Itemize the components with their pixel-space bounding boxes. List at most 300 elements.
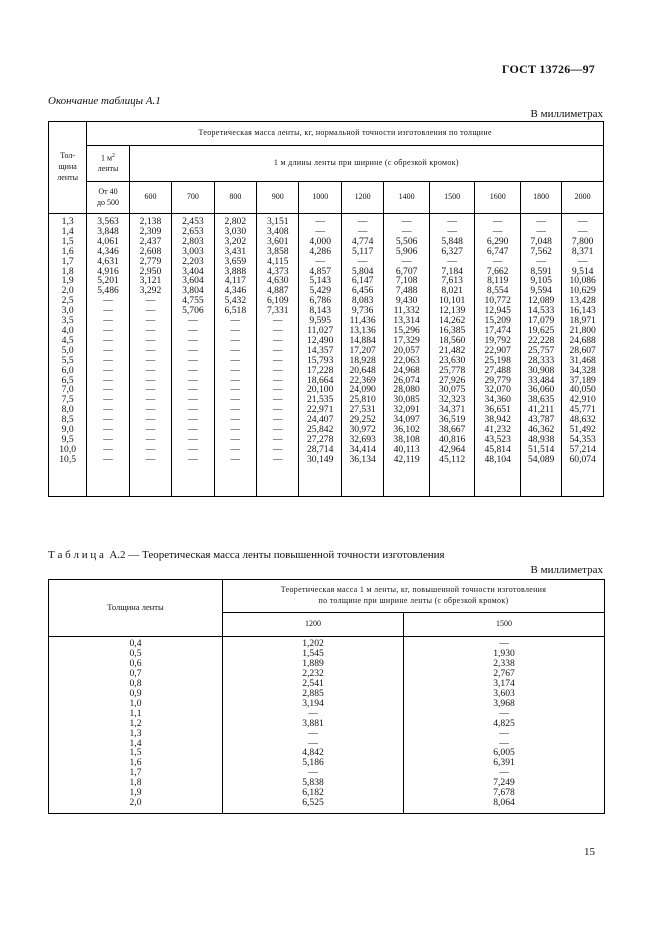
table-cell: —	[401, 216, 412, 227]
table-cell: —	[447, 225, 457, 237]
table-cell: 1,2	[129, 717, 142, 729]
table-cell: —	[103, 354, 113, 366]
table-cell: 29,779	[484, 374, 511, 386]
table-cell: 4,631	[97, 255, 119, 267]
table-cell: 28,607	[569, 344, 596, 356]
page-number: 15	[584, 846, 595, 858]
table-cell: 25,842	[307, 424, 334, 436]
table-cell: 54,353	[569, 433, 596, 445]
table-cell: 7,488	[395, 285, 418, 297]
table-cell: 9,5	[61, 433, 74, 445]
table-cell: —	[536, 225, 546, 237]
table-cell: 1,8	[129, 777, 142, 789]
table-cell: 5,186	[302, 757, 324, 769]
table-cell: 6,109	[266, 295, 289, 307]
mass-column	[429, 214, 475, 497]
table-cell: 30,908	[527, 364, 555, 376]
table-cell: 18,971	[569, 315, 596, 327]
table-cell: 36,134	[349, 453, 376, 465]
table-cell: 1,3	[129, 727, 142, 739]
table-cell: —	[230, 344, 241, 356]
table-cell: 25,198	[484, 354, 511, 366]
table-cell: —	[536, 216, 546, 227]
width-header: 2000	[562, 182, 604, 214]
table-cell: 45,112	[439, 453, 466, 465]
table-cell: —	[145, 414, 156, 426]
table-cell: —	[272, 443, 283, 455]
table-cell: —	[188, 384, 198, 396]
table-cell: 4,755	[182, 295, 204, 307]
table-cell: —	[188, 443, 198, 455]
table-cell: —	[230, 404, 241, 416]
table-cell: 40,050	[569, 384, 596, 396]
table-cell: 11,436	[349, 315, 376, 327]
table-cell: 7,108	[395, 275, 418, 287]
table-cell: —	[188, 374, 198, 386]
document-standard-header: ГОСТ 13726—97	[501, 62, 595, 76]
table-cell: 20,648	[349, 364, 376, 376]
width-header: 1400	[384, 182, 430, 214]
table-cell: 8,083	[351, 295, 374, 307]
table-cell: —	[447, 255, 457, 267]
table-cell: 2,309	[139, 225, 162, 237]
table-cell: 1,889	[302, 657, 324, 669]
table-cell: 1,6	[61, 245, 74, 257]
table-cell: 36,060	[527, 384, 555, 396]
table-cell: 2,779	[139, 255, 162, 267]
table-cell: —	[492, 225, 503, 237]
table-cell: 8,143	[309, 305, 331, 317]
table-cell: 32,091	[393, 404, 420, 416]
table-cell: —	[315, 255, 325, 267]
table-cell: —	[188, 424, 198, 436]
mass-column	[172, 214, 214, 497]
table-cell: 3,888	[224, 265, 247, 277]
table-cell: 9,594	[530, 285, 552, 297]
table-cell: 20,057	[393, 344, 420, 356]
table1-unit: В миллиметрах	[530, 108, 603, 120]
table-cell: 0,9	[129, 687, 142, 699]
table-cell: 2,541	[302, 677, 324, 689]
table-cell: —	[103, 315, 113, 327]
mass-header: Теоретическая масса ленты, кг, нормальной точности изготовления по толщине	[87, 122, 604, 146]
table-cell: 4,825	[493, 717, 515, 729]
table-cell: 7,249	[493, 777, 515, 789]
table-cell: —	[230, 364, 241, 376]
table-cell: 7,5	[61, 394, 74, 406]
table-cell: 11,332	[393, 305, 420, 317]
table-cell: 2,767	[493, 667, 515, 679]
table-cell: 3,194	[302, 697, 324, 709]
table-cell: 40,816	[438, 433, 466, 445]
table-cell: 7,0	[61, 384, 74, 396]
table-cell: 32,693	[349, 433, 376, 445]
table-cell: 27,488	[484, 364, 511, 376]
table-cell: —	[230, 394, 241, 406]
table-cell: 7,184	[441, 265, 463, 277]
width-header: 700	[172, 182, 214, 214]
table-cell: 8,554	[486, 285, 509, 297]
table-cell: 3,003	[182, 245, 204, 257]
table-cell: —	[357, 255, 368, 267]
width-header: 800	[214, 182, 256, 214]
table-cell: 5,201	[97, 275, 119, 287]
table-cell: —	[272, 344, 283, 356]
table-cell: —	[103, 374, 113, 386]
table-cell: 4,630	[266, 275, 289, 287]
table-cell: 6,786	[309, 295, 331, 307]
table-cell: 22,971	[307, 404, 334, 416]
table-cell: 30,972	[349, 424, 376, 436]
table-cell: —	[272, 384, 283, 396]
table-cell: 28,080	[393, 384, 420, 396]
table-cell: 17,079	[527, 315, 555, 327]
table-cell: 12,139	[438, 305, 466, 317]
table-cell: 3,858	[266, 245, 289, 257]
table-cell: 12,945	[484, 305, 511, 317]
table-cell: 9,595	[309, 315, 331, 327]
table-cell: 3,968	[493, 697, 515, 709]
table-cell: 10,0	[59, 443, 77, 455]
table-cell: —	[272, 315, 283, 327]
table-cell: 34,360	[484, 394, 511, 406]
table-cell: —	[103, 394, 113, 406]
table-cell: 13,428	[569, 295, 596, 307]
table-cell: 1,6	[129, 757, 142, 769]
table-cell: 19,625	[527, 324, 555, 336]
table-cell: —	[315, 216, 325, 227]
table-cell: 25,778	[438, 364, 466, 376]
table-cell: —	[145, 374, 156, 386]
table2-1200-column	[223, 637, 404, 814]
table-cell: 1,930	[493, 647, 515, 659]
table-cell: 3,174	[493, 677, 515, 689]
table-cell: —	[492, 216, 503, 227]
table-cell: 5,432	[224, 295, 247, 307]
table-cell: —	[188, 315, 198, 327]
table-cell: —	[272, 414, 283, 426]
table-cell: 36,651	[484, 404, 511, 416]
table-cell: —	[145, 364, 156, 376]
table2-1500-column	[404, 637, 605, 814]
table-cell: —	[272, 324, 283, 336]
table-cell: 5,117	[352, 245, 374, 257]
table-cell: —	[230, 374, 241, 386]
table-cell: 41,211	[528, 404, 555, 416]
table-cell: —	[103, 305, 113, 317]
table-cell: —	[577, 225, 588, 237]
table-cell: 2,338	[493, 657, 515, 669]
table-cell: 45,771	[569, 404, 596, 416]
table-cell: 4,887	[266, 285, 289, 297]
table-cell: 36,519	[438, 414, 466, 426]
table-cell: 1,7	[61, 255, 74, 267]
table-cell: 33,484	[527, 374, 555, 386]
table-cell: 17,474	[484, 324, 511, 336]
table-cell: 2,232	[302, 667, 324, 679]
table-cell: 18,560	[438, 334, 466, 346]
table-cell: 1,5	[61, 235, 74, 247]
table-cell: —	[145, 424, 156, 436]
mass-column	[520, 214, 561, 497]
mass-column	[129, 214, 171, 497]
table-cell: 32,070	[484, 384, 511, 396]
table-cell: 51,492	[569, 424, 596, 436]
table-cell: 19,792	[484, 334, 511, 346]
table-cell: 17,228	[307, 364, 334, 376]
table-cell: 42,119	[393, 453, 420, 465]
table-cell: 30,085	[393, 394, 420, 406]
table-cell: 8,371	[571, 245, 594, 257]
table-cell: 5,706	[182, 305, 204, 317]
table-cell: 18,928	[349, 354, 376, 366]
table-cell: 7,562	[530, 245, 552, 257]
table-cell: —	[536, 255, 546, 267]
mass-column	[257, 214, 299, 497]
table1	[48, 121, 604, 497]
t2-width-header: 1200	[223, 613, 404, 637]
table-cell: 10,5	[59, 453, 77, 465]
table-cell: 3,0	[61, 305, 74, 317]
table-cell: 3,603	[493, 687, 515, 699]
table-cell: 6,290	[486, 235, 509, 247]
table-cell: 4,857	[309, 265, 331, 277]
table-cell: —	[188, 414, 198, 426]
table-cell: —	[447, 216, 457, 227]
table-cell: 14,357	[307, 344, 334, 356]
table-cell: 8,021	[441, 285, 463, 297]
table-cell: 57,214	[569, 443, 596, 455]
table-cell: 6,182	[302, 787, 324, 799]
table-cell: 5,143	[309, 275, 331, 287]
table-cell: 2,138	[139, 216, 162, 227]
table-cell: 3,881	[302, 717, 324, 729]
table-cell: 0,6	[129, 657, 142, 669]
table-cell: 6,456	[351, 285, 374, 297]
table-cell: 6,005	[493, 747, 515, 759]
table-cell: 12,490	[307, 334, 334, 346]
table-cell: 2,0	[129, 797, 142, 809]
table2-unit: В миллиметрах	[530, 564, 603, 576]
table-cell: 14,884	[349, 334, 376, 346]
table-cell: 4,373	[266, 265, 289, 277]
table2-caption: Т а б л и ц а А.2 — Теоретическая масса ленты повышенной точности изготовления	[48, 549, 445, 561]
table-cell: —	[499, 737, 509, 749]
table-cell: —	[272, 453, 283, 465]
table-cell: 24,968	[393, 364, 420, 376]
table-cell: 1,545	[302, 647, 324, 659]
table-cell: —	[230, 324, 241, 336]
table-cell: 25,757	[527, 344, 555, 356]
table-cell: —	[103, 364, 113, 376]
table-cell: 3,848	[97, 225, 119, 237]
table-cell: 16,143	[569, 305, 596, 317]
per-length-header: 1 м длины ленты при ширине (с обрезкой кромок)	[129, 146, 603, 182]
table-cell: —	[103, 324, 113, 336]
mass-column	[475, 214, 521, 497]
table-cell: 34,328	[569, 364, 596, 376]
table-cell: 2,453	[182, 216, 204, 227]
table-cell: —	[499, 707, 509, 719]
table-cell: 43,523	[484, 433, 511, 445]
table-cell: 31,468	[569, 354, 596, 366]
table-cell: 17,207	[349, 344, 376, 356]
table-cell: 4,5	[61, 334, 74, 346]
table-cell: 6,518	[224, 305, 247, 317]
table1-caption: Окончание таблицы А.1	[48, 95, 161, 107]
table-cell: 22,228	[527, 334, 555, 346]
table-cell: 7,613	[441, 275, 463, 287]
table-cell: 2,608	[139, 245, 162, 257]
table-cell: 20,100	[307, 384, 334, 396]
table-cell: —	[230, 424, 241, 436]
t2-thickness-header: Толщина ленты	[49, 580, 223, 637]
table-cell: 4,286	[309, 245, 331, 257]
table-cell: 11,027	[307, 324, 334, 336]
table-cell: 10,101	[438, 295, 466, 307]
table-cell: 2,203	[182, 255, 204, 267]
table-cell: 8,119	[487, 275, 509, 287]
width-header: 1000	[299, 182, 341, 214]
table-cell: —	[357, 216, 368, 227]
table-cell: 3,292	[139, 285, 162, 297]
table-cell: —	[272, 394, 283, 406]
thickness-header: Тол- щина ленты	[49, 122, 87, 214]
table-cell: 29,252	[349, 414, 376, 426]
table-cell: 3,408	[266, 225, 289, 237]
table-cell: 8,5	[61, 414, 74, 426]
table-cell: 40,113	[393, 443, 420, 455]
table-cell: 2,437	[139, 235, 162, 247]
table-cell: —	[272, 354, 283, 366]
table-cell: —	[499, 767, 509, 779]
table-cell: 1,9	[129, 787, 142, 799]
table-cell: 0,8	[129, 677, 142, 689]
table-cell: 5,848	[441, 235, 463, 247]
table-cell: 0,7	[129, 667, 142, 679]
table-cell: 5,506	[395, 235, 418, 247]
table-cell: 1,7	[129, 767, 142, 779]
table-cell: 16,385	[438, 324, 466, 336]
width-header: 900	[257, 182, 299, 214]
table-cell: —	[188, 433, 198, 445]
table-cell: 2,0	[61, 285, 74, 297]
table-cell: —	[103, 433, 113, 445]
table-cell: 9,514	[571, 265, 594, 277]
table-cell: —	[401, 255, 412, 267]
table-cell: 26,074	[393, 374, 420, 386]
table-cell: 3,404	[182, 265, 204, 277]
table-cell: 5,906	[395, 245, 418, 257]
table-cell: 1,3	[61, 216, 74, 227]
table-cell: —	[188, 324, 198, 336]
mass-column	[562, 214, 604, 497]
table-cell: —	[230, 354, 241, 366]
table-cell: 4,115	[267, 255, 289, 267]
table-cell: 2,950	[139, 265, 162, 277]
table-cell: 42,964	[438, 443, 466, 455]
table-cell: 10,772	[484, 295, 511, 307]
table-cell: 3,659	[224, 255, 247, 267]
table-cell: —	[145, 404, 156, 416]
table-cell: 6,525	[302, 797, 324, 809]
table-cell: —	[272, 433, 283, 445]
table-cell: 51,514	[527, 443, 555, 455]
table-cell: —	[103, 295, 113, 307]
width-header: 1800	[520, 182, 561, 214]
table-cell: —	[188, 404, 198, 416]
table-cell: 22,369	[349, 374, 376, 386]
table-cell: 7,331	[266, 305, 289, 317]
table-cell: 3,151	[266, 216, 289, 227]
table-cell: 27,926	[438, 374, 466, 386]
table-cell: 6,747	[486, 245, 509, 257]
table-cell: 0,4	[129, 638, 142, 649]
table-cell: 43,787	[527, 414, 555, 426]
table-cell: 6,0	[61, 364, 74, 376]
table-cell: —	[308, 737, 318, 749]
table-cell: 6,147	[351, 275, 374, 287]
table-cell: 38,942	[484, 414, 511, 426]
table-cell: —	[188, 344, 198, 356]
table-cell: —	[188, 364, 198, 376]
table-cell: 54,089	[527, 453, 555, 465]
table-cell: 4,916	[97, 265, 119, 277]
table-cell: 2,653	[182, 225, 204, 237]
table-cell: 4,346	[224, 285, 247, 297]
table-cell: 1,202	[302, 638, 324, 649]
thickness-column	[49, 214, 87, 497]
table-cell: 24,090	[349, 384, 376, 396]
table-cell: 3,804	[182, 285, 204, 297]
table-cell: 27,278	[307, 433, 334, 445]
table-cell: —	[272, 374, 283, 386]
table-cell: 8,064	[493, 797, 515, 809]
table-cell: —	[188, 394, 198, 406]
table-cell: 13,136	[349, 324, 376, 336]
table-cell: —	[145, 394, 156, 406]
per-m2-header: 1 $м^2$ ленты	[87, 146, 129, 182]
table-cell: 6,707	[395, 265, 418, 277]
table-cell: 1,0	[129, 697, 142, 709]
table-cell: —	[577, 255, 588, 267]
table-cell: —	[272, 364, 283, 376]
table-cell: 46,362	[527, 424, 555, 436]
table-cell: 4,000	[309, 235, 331, 247]
width-header: 1200	[341, 182, 383, 214]
table-cell: 22,063	[393, 354, 420, 366]
table-cell: 34,414	[349, 443, 376, 455]
table-cell: 3,563	[97, 216, 119, 227]
table-cell: 24,407	[307, 414, 334, 426]
table-cell: 1,4	[129, 737, 142, 749]
table-cell: 17,329	[393, 334, 420, 346]
table-cell: —	[145, 344, 156, 356]
table-cell: 10,086	[569, 275, 596, 287]
table-cell: 8,591	[530, 265, 552, 277]
table-cell: —	[308, 727, 318, 739]
table-cell: 5,429	[309, 285, 331, 297]
table-cell: 21,800	[569, 324, 596, 336]
table-cell: —	[188, 354, 198, 366]
table-cell: —	[272, 334, 283, 346]
table-cell: 30,149	[307, 453, 334, 465]
t2-mass-header: Теоретическая масса 1 м ленты, кг, повышенной точности изготовления по толщине при ширине ленты (с обрезкой кромок)	[223, 580, 605, 613]
table-cell: 45,814	[484, 443, 511, 455]
table-cell: —	[145, 334, 156, 346]
table-cell: 48,938	[527, 433, 555, 445]
table-cell: 6,391	[493, 757, 515, 769]
